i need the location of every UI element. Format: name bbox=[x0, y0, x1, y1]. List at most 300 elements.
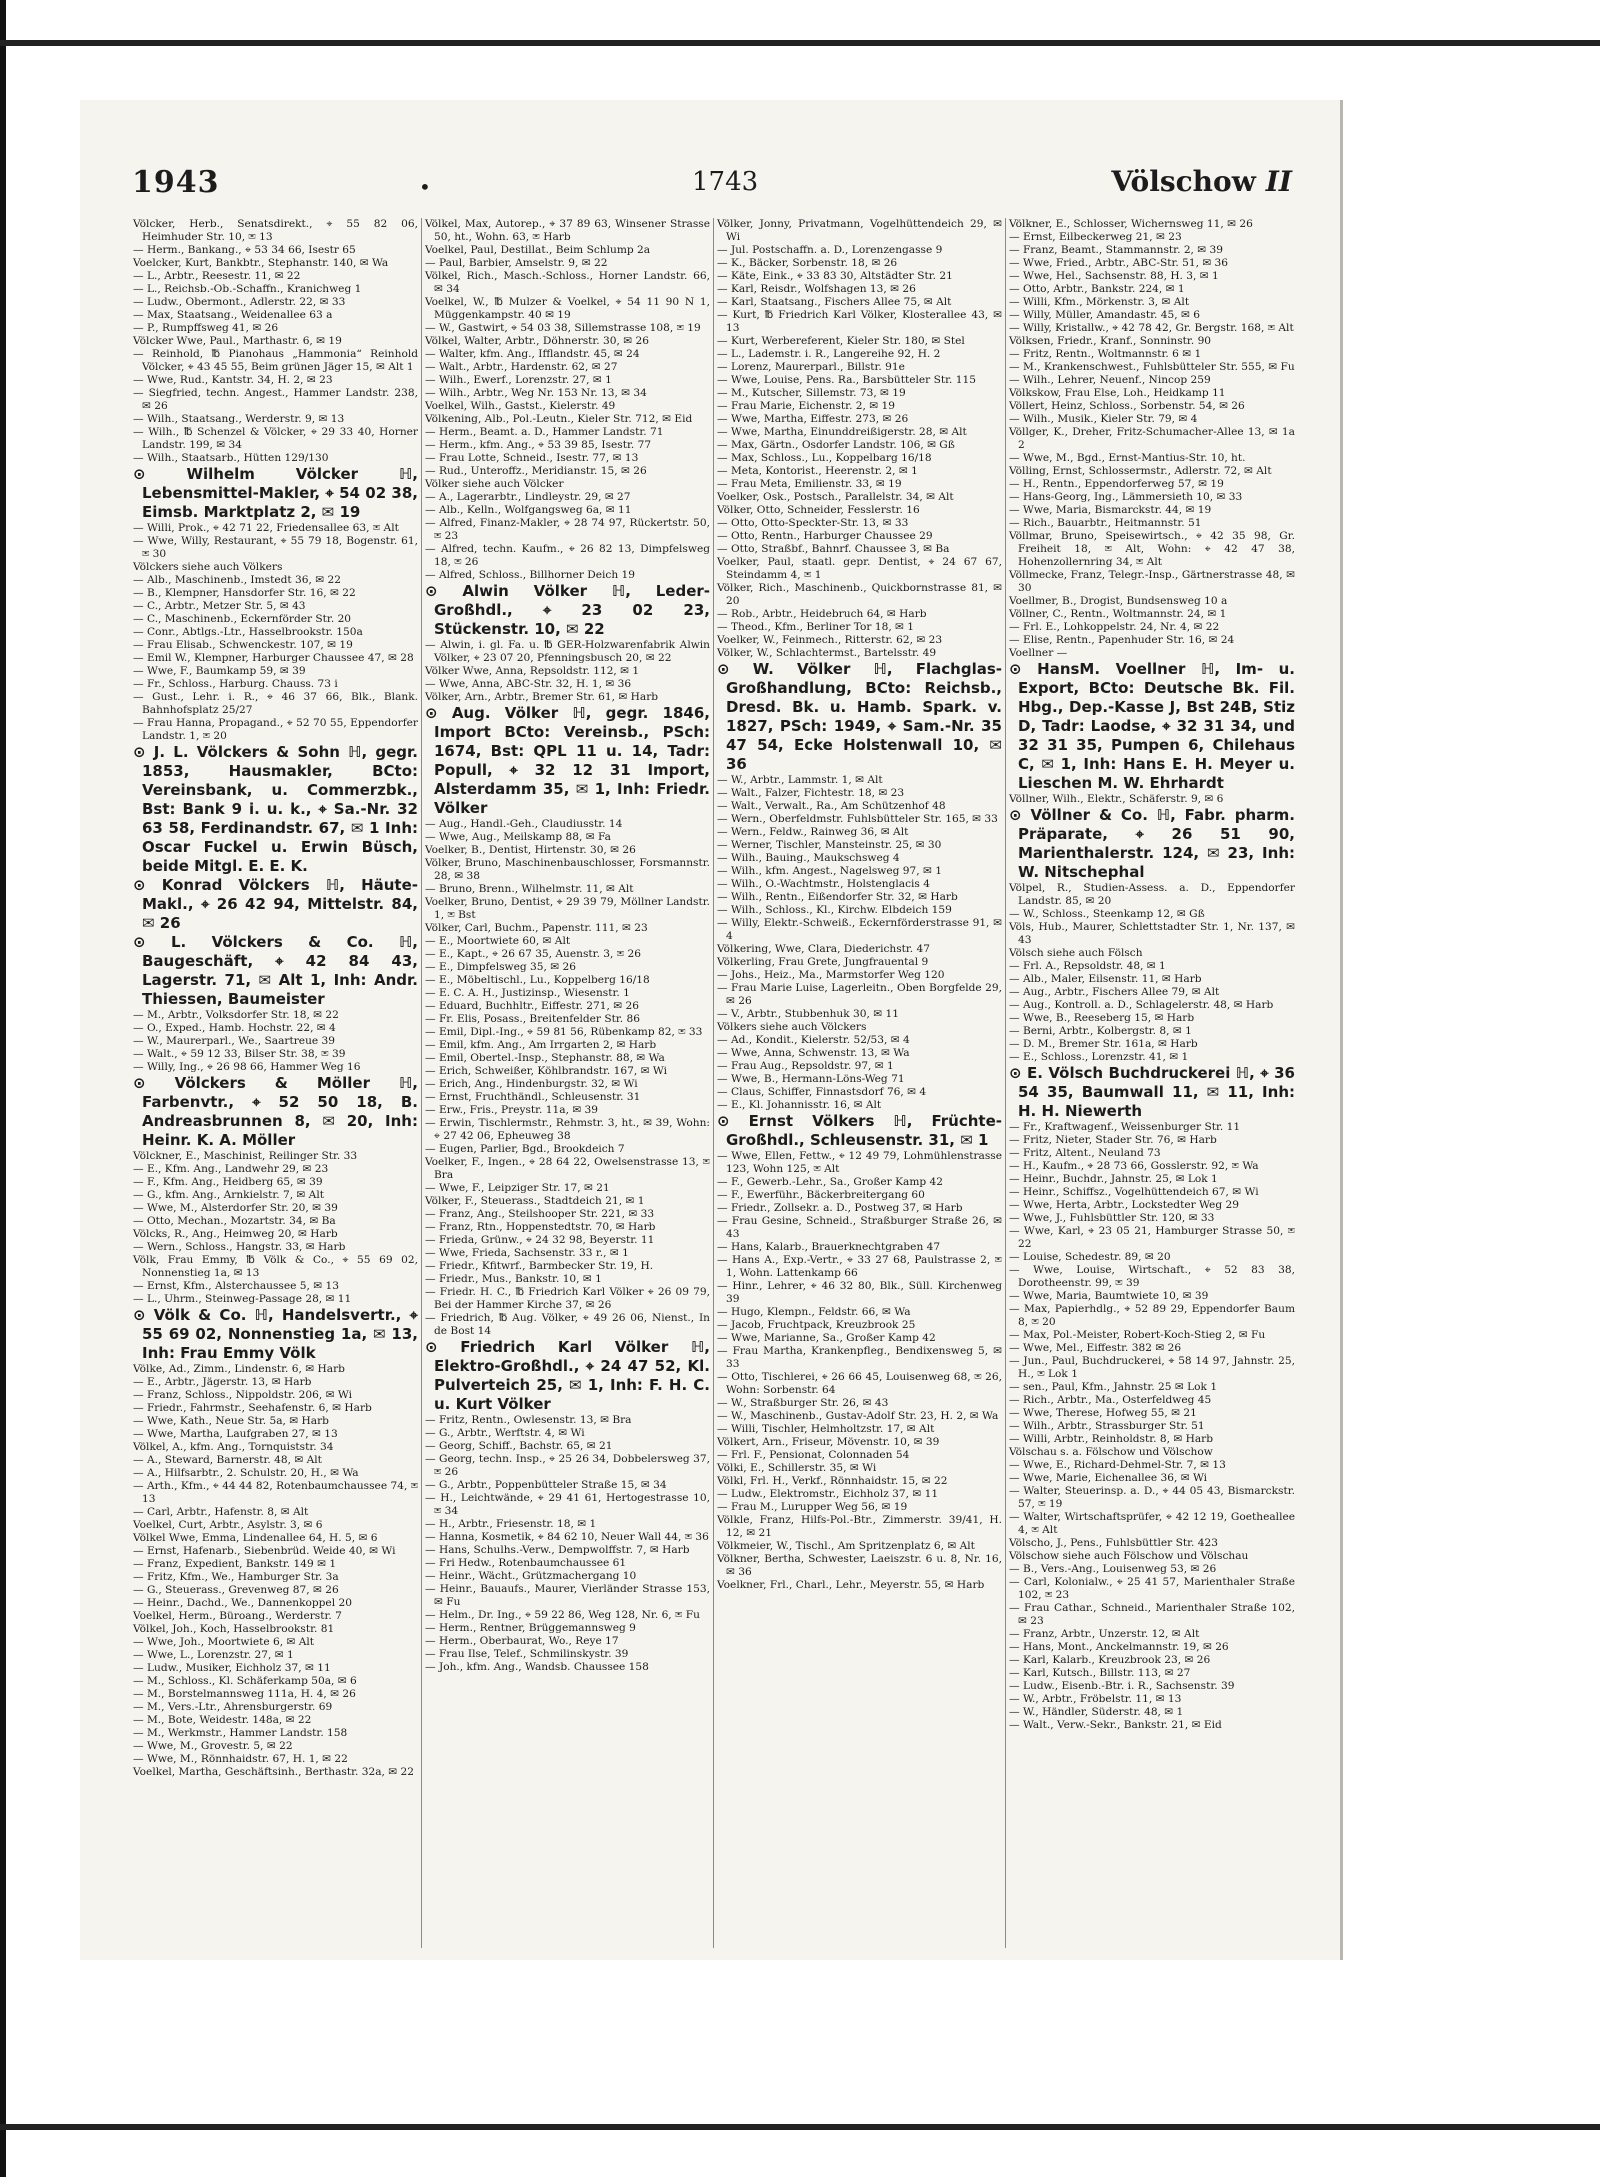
directory-entry: — Ernst, Eilbeckerweg 21, ✉ 23 bbox=[1009, 231, 1182, 243]
directory-entry: — Emil, kfm. Ang., Am Irrgarten 2, ✉ Harb bbox=[425, 1039, 657, 1051]
directory-entry: Völckers siehe auch Völkers bbox=[133, 561, 283, 573]
directory-entry: — Wilh., Arbtr., Strassburger Str. 51 bbox=[1009, 1420, 1205, 1432]
directory-entry: Völckner, E., Maschinist, Reilinger Str. 33 bbox=[133, 1150, 358, 1162]
directory-entry: Völkening, Alb., Pol.-Leutn., Kieler Str. 712, ✉ Eid bbox=[425, 413, 693, 425]
directory-entry: — Paul, Barbier, Amselstr. 9, ✉ 22 bbox=[425, 257, 608, 269]
directory-entry: — Willy, Elektr.-Schweiß., Eckernförderstrasse 91, ✉ 4 bbox=[717, 917, 1002, 942]
directory-entry: ⊙ L. Völckers & Co. ℍ, Baugeschäft, ⌖ 42 84 43, Lagerstr. 71, ✉ Alt 1, Inh: Andr. Thiessen, Baumeister bbox=[133, 933, 418, 1008]
directory-entry: — Herm., Beamt. a. D., Hammer Landstr. 71 bbox=[425, 426, 664, 438]
directory-entry: Voelkel, Wilh., Gastst., Kielerstr. 49 bbox=[425, 400, 616, 412]
directory-entry: — Wwe, Frieda, Sachsenstr. 33 r., ✉ 1 bbox=[425, 1247, 629, 1259]
directory-entry: — Ad., Kondit., Kielerstr. 52/53, ✉ 4 bbox=[717, 1034, 910, 1046]
directory-entry: — Jacob, Fruchtpack, Kreuzbrook 25 bbox=[717, 1319, 916, 1331]
directory-entry: — Willy, Müller, Amandastr. 45, ✉ 6 bbox=[1009, 309, 1200, 321]
directory-entry: — Willi, Tischler, Helmholtzstr. 17, ✉ Alt bbox=[717, 1423, 935, 1435]
directory-entry: — Eduard, Buchhltr., Eiffestr. 271, ✉ 26 bbox=[425, 1000, 639, 1012]
directory-entry: Völpel, R., Studien-Assess. a. D., Eppendorfer Landstr. 85, ✉ 20 bbox=[1009, 882, 1295, 907]
directory-entry: — Friedrich, ℔ Aug. Völker, ⌖ 49 26 06, Nienst., In de Bost 14 bbox=[425, 1312, 710, 1337]
directory-entry: — Wwe, M., Grovestr. 5, ✉ 22 bbox=[133, 1740, 293, 1752]
directory-entry: — A., Lagerarbtr., Lindleystr. 29, ✉ 27 bbox=[425, 491, 631, 503]
directory-entry: — H., Rentn., Eppendorferweg 57, ✉ 19 bbox=[1009, 478, 1224, 490]
directory-entry: — Hans, Kalarb., Brauerknechtgraben 47 bbox=[717, 1241, 941, 1253]
directory-entry: — Wwe, Hel., Sachsenstr. 88, H. 3, ✉ 1 bbox=[1009, 270, 1219, 282]
directory-entry: — Friedr. H. C., ℔ Friedrich Karl Völker ⌖ 26 09 79, Bei der Hammer Kirche 37, ✉ 26 bbox=[425, 1286, 710, 1311]
directory-entry: — Otto, Mechan., Mozartstr. 34, ✉ Ba bbox=[133, 1215, 336, 1227]
directory-entry: — M., Bote, Weidestr. 148a, ✉ 22 bbox=[133, 1714, 312, 1726]
directory-entry: — Franz, Expedient, Bankstr. 149 ✉ 1 bbox=[133, 1558, 337, 1570]
directory-entry: Völlert, Heinz, Schloss., Sorbenstr. 54, ✉ 26 bbox=[1009, 400, 1245, 412]
directory-entry: Voellmer, B., Drogist, Bundsensweg 10 a bbox=[1009, 595, 1228, 607]
directory-entry: — E., Schloss., Lorenzstr. 41, ✉ 1 bbox=[1009, 1051, 1189, 1063]
directory-entry: — Berni, Arbtr., Kolbergstr. 8, ✉ 1 bbox=[1009, 1025, 1192, 1037]
directory-entry: — Wwe, Louise, Wirtschaft., ⌖ 52 83 38, Dorotheenstr. 99, ✉ 39 bbox=[1009, 1264, 1295, 1289]
directory-entry: — Aug., Handl.-Geh., Claudiusstr. 14 bbox=[425, 818, 623, 830]
page-number: 1743 bbox=[692, 167, 759, 197]
directory-entry: ⊙ Völk & Co. ℍ, Handelsvertr., ⌖ 55 69 02, Nonnenstieg 1a, ✉ 13, Inh: Frau Emmy Völk bbox=[133, 1306, 418, 1362]
directory-entry: — Walt., Verwalt., Ra., Am Schützenhof 48 bbox=[717, 800, 946, 812]
directory-entry: — Walt., ⌖ 59 12 33, Bilser Str. 38, ✉ 39 bbox=[133, 1048, 346, 1060]
directory-entry: — Wilh., Lehrer, Neuenf., Nincop 259 bbox=[1009, 374, 1211, 386]
directory-entry: — Carl, Arbtr., Hafenstr. 8, ✉ Alt bbox=[133, 1506, 309, 1518]
directory-entry: — Reinhold, ℔ Pianohaus „Hammonia“ Reinhold Völcker, ⌖ 43 45 55, Beim grünen Jäger 15, ✉ Alt 1 bbox=[133, 348, 418, 373]
header-dot: • bbox=[419, 175, 431, 199]
directory-entry: — Wwe, M., Alsterdorfer Str. 20, ✉ 39 bbox=[133, 1202, 338, 1214]
directory-entry: — Fri Hedw., Rotenbaumchaussee 61 bbox=[425, 1557, 627, 1569]
column-2 bbox=[422, 218, 714, 1948]
directory-entry: — Karl, Reisdr., Wolfshagen 13, ✉ 26 bbox=[717, 283, 916, 295]
directory-entry: — L., Lademstr. i. R., Langereihe 92, H. 2 bbox=[717, 348, 941, 360]
directory-entry: — M., Werkmstr., Hammer Landstr. 158 bbox=[133, 1727, 348, 1739]
directory-entry: — K., Bäcker, Sorbenstr. 18, ✉ 26 bbox=[717, 257, 898, 269]
directory-entry: — Erich, Ang., Hindenburgstr. 32, ✉ Wi bbox=[425, 1078, 638, 1090]
directory-entry: Völkel Wwe, Emma, Lindenallee 64, H. 5, ✉ 6 bbox=[133, 1532, 378, 1544]
directory-entry: — Alfred, techn. Kaufm., ⌖ 26 82 13, Dimpfelsweg 18, ✉ 26 bbox=[425, 543, 710, 568]
directory-entry: — Wwe, Fried., Arbtr., ABC-Str. 51, ✉ 36 bbox=[1009, 257, 1229, 269]
directory-entry: — Wwe, Kath., Neue Str. 5a, ✉ Harb bbox=[133, 1415, 329, 1427]
directory-entry: — D. M., Bremer Str. 161a, ✉ Harb bbox=[1009, 1038, 1198, 1050]
directory-entry: — Herm., Bankang., ⌖ 53 34 66, Isestr 65 bbox=[133, 244, 356, 256]
running-head-name: Völschow bbox=[1111, 165, 1256, 198]
directory-entry: — Fritz, Rentn., Owlesenstr. 13, ✉ Bra bbox=[425, 1414, 632, 1426]
directory-entry: — Frau Cathar., Schneid., Marienthaler Straße 102, ✉ 23 bbox=[1009, 1602, 1295, 1627]
directory-entry: — Franz, Beamt., Stammannstr. 2, ✉ 39 bbox=[1009, 244, 1224, 256]
directory-entry: — Wwe, Martha, Laufgraben 27, ✉ 13 bbox=[133, 1428, 338, 1440]
directory-entry: — Erw., Fris., Preystr. 11a, ✉ 39 bbox=[425, 1104, 599, 1116]
directory-entry: — W., Maurerparl., We., Saartreue 39 bbox=[133, 1035, 336, 1047]
directory-entry: — Siegfried, techn. Angest., Hammer Landstr. 238, ✉ 26 bbox=[133, 387, 418, 412]
directory-entry: — Herm., kfm. Ang., ⌖ 53 39 85, Isestr. 77 bbox=[425, 439, 652, 451]
directory-entry: — H., Kaufm., ⌖ 28 73 66, Gosslerstr. 92, ✉ Wa bbox=[1009, 1160, 1259, 1172]
directory-entry: Völsch siehe auch Fölsch bbox=[1009, 947, 1143, 959]
column-3 bbox=[714, 218, 1006, 1948]
directory-entry: — Otto, Arbtr., Bankstr. 224, ✉ 1 bbox=[1009, 283, 1185, 295]
directory-entry: Voelkel, Herm., Büroang., Werderstr. 7 bbox=[133, 1610, 342, 1622]
directory-entry: — Heinr., Schiffsz., Vogelhüttendeich 67, ✉ Wi bbox=[1009, 1186, 1259, 1198]
directory-entry: — Franz, Schloss., Nippoldstr. 206, ✉ Wi bbox=[133, 1389, 352, 1401]
directory-entry: ⊙ Völlner & Co. ℍ, Fabr. pharm. Präparate, ⌖ 26 51 90, Marienthalerstr. 124, ✉ 23, Inh: W. Nitschephal bbox=[1009, 806, 1295, 881]
directory-entry: — Frieda, Grünw., ⌖ 24 32 98, Beyerstr. 11 bbox=[425, 1234, 655, 1246]
directory-entry: — Wwe, Maria, Baumtwiete 10, ✉ 39 bbox=[1009, 1290, 1209, 1302]
directory-entry: — Ernst, Hafenarb., Siebenbrüd. Weide 40, ✉ Wi bbox=[133, 1545, 396, 1557]
directory-entry: — Frau Martha, Krankenpfleg., Bendixensweg 5, ✉ 33 bbox=[717, 1345, 1002, 1370]
directory-entry: — Arth., Kfm., ⌖ 44 44 82, Rotenbaumchaussee 74, ✉ 13 bbox=[133, 1480, 418, 1505]
directory-entry: — Wwe, F., Baumkamp 59, ✉ 39 bbox=[133, 665, 306, 677]
directory-entry: Völkel, Joh., Koch, Hasselbrookstr. 81 bbox=[133, 1623, 335, 1635]
directory-entry: Voelkel, W., ℔ Mulzer & Voelkel, ⌖ 54 11 90 N 1, Müggenkampstr. 40 ✉ 19 bbox=[425, 296, 710, 321]
directory-entry: Völker siehe auch Völcker bbox=[425, 478, 564, 490]
directory-entry: Völlger, K., Dreher, Fritz-Schumacher-Allee 13, ✉ 1a 2 bbox=[1009, 426, 1295, 451]
directory-entry: — Hans, Schulhs.-Verw., Dempwolffstr. 7, ✉ Harb bbox=[425, 1544, 690, 1556]
directory-entry: ⊙ HansM. Voellner ℍ, Im- u. Export, BCto: Deutsche Bk. Fil. Hbg., Dep.-Kasse J, Bst 24B, Stiz D, Tadr: Laodse, ⌖ 32 31 34, und 32 31 35, Pumpen 6, Chilehaus C, ✉ 1, Inh: Hans E. H. Meyer u. Lieschen M. W. Ehrhardt bbox=[1009, 660, 1295, 792]
directory-entry: Völlner, Wilh., Elektr., Schäferstr. 9, ✉ 6 bbox=[1009, 793, 1224, 805]
directory-entry: ⊙ Ernst Völkers ℍ, Früchte-Großhdl., Schleusenstr. 31, ✉ 1 bbox=[717, 1112, 1002, 1149]
directory-entry: — M., Kutscher, Sillemstr. 73, ✉ 19 bbox=[717, 387, 906, 399]
directory-entry: Völkmeier, W., Tischl., Am Spritzenplatz 6, ✉ Alt bbox=[717, 1540, 975, 1552]
directory-entry: — Rich., Bauarbtr., Heitmannstr. 51 bbox=[1009, 517, 1202, 529]
directory-entry: — Wwe, F., Leipziger Str. 17, ✉ 21 bbox=[425, 1182, 610, 1194]
directory-entry: Völke, Ad., Zimm., Lindenstr. 6, ✉ Harb bbox=[133, 1363, 345, 1375]
directory-entry: Voelkel, Paul, Destillat., Beim Schlump 2a bbox=[425, 244, 651, 256]
directory-entry: — Wilh., ℔ Schenzel & Völcker, ⌖ 29 33 40, Horner Landstr. 199, ✉ 34 bbox=[133, 426, 418, 451]
directory-entry: — Carl, Kolonialw., ⌖ 25 41 57, Marienthaler Straße 102, ✉ 23 bbox=[1009, 1576, 1295, 1601]
directory-entry: — Claus, Schiffer, Finnastsdorf 76, ✉ 4 bbox=[717, 1086, 927, 1098]
directory-entry: — M., Borstelmannsweg 111a, H. 4, ✉ 26 bbox=[133, 1688, 356, 1700]
directory-entry: Völker, W., Schlachtermst., Bartelsstr. 49 bbox=[717, 647, 937, 659]
directory-entry: — Willi, Kfm., Mörkenstr. 3, ✉ Alt bbox=[1009, 296, 1190, 308]
directory-entry: — E., Kapt., ⌖ 26 67 35, Auenstr. 3, ✉ 26 bbox=[425, 948, 641, 960]
directory-entry: — Alfred, Schloss., Billhorner Deich 19 bbox=[425, 569, 636, 581]
scan-border-bottom bbox=[0, 2124, 1600, 2130]
directory-entry: — Max, Schloss., Lu., Koppelbarg 16/18 bbox=[717, 452, 932, 464]
directory-entry: — Fr., Kraftwagenf., Weissenburger Str. 11 bbox=[1009, 1121, 1241, 1133]
directory-entry: — Wwe, B., Hermann-Löns-Weg 71 bbox=[717, 1073, 905, 1085]
directory-entry: Völkert, Arn., Friseur, Mövenstr. 10, ✉ 39 bbox=[717, 1436, 940, 1448]
directory-entry: — Aug., Arbtr., Fischers Allee 79, ✉ Alt bbox=[1009, 986, 1220, 998]
directory-entry: — Friedr., Zollsekr. a. D., Postweg 37, ✉ Harb bbox=[717, 1202, 963, 1214]
directory-entry: — L., Uhrm., Steinweg-Passage 28, ✉ 11 bbox=[133, 1293, 352, 1305]
directory-entry: — Frau M., Lurupper Weg 56, ✉ 19 bbox=[717, 1501, 908, 1513]
directory-entry: — Frau Marie Luise, Lagerleitn., Oben Borgfelde 29, ✉ 26 bbox=[717, 982, 1002, 1007]
directory-entry: — Willy, Ing., ⌖ 26 98 66, Hammer Weg 16 bbox=[133, 1061, 361, 1073]
directory-entry: — Louise, Schedestr. 89, ✉ 20 bbox=[1009, 1251, 1171, 1263]
directory-entry: — Karl, Kutsch., Billstr. 113, ✉ 27 bbox=[1009, 1667, 1191, 1679]
directory-entry: — C., Maschinenb., Eckernförder Str. 20 bbox=[133, 613, 352, 625]
directory-entry: Voelker, W., Feinmech., Ritterstr. 62, ✉ 23 bbox=[717, 634, 943, 646]
directory-entry: — Frl. A., Repsoldstr. 48, ✉ 1 bbox=[1009, 960, 1166, 972]
directory-entry: — Eugen, Parlier, Bgd., Brookdeich 7 bbox=[425, 1143, 625, 1155]
directory-entry: Völkerling, Frau Grete, Jungfrauental 9 bbox=[717, 956, 929, 968]
directory-entry: — Lorenz, Maurerparl., Billstr. 91e bbox=[717, 361, 905, 373]
directory-entry: — L., Arbtr., Reesestr. 11, ✉ 22 bbox=[133, 270, 301, 282]
directory-entry: — Wwe, Karl, ⌖ 23 05 21, Hamburger Strasse 50, ✉ 22 bbox=[1009, 1225, 1295, 1250]
directory-entry: — Fritz, Altent., Neuland 73 bbox=[1009, 1147, 1161, 1159]
directory-entry: — Wwe, Martha, Eiffestr. 273, ✉ 26 bbox=[717, 413, 909, 425]
directory-entry: — Wilh., Ewerf., Lorenzstr. 27, ✉ 1 bbox=[425, 374, 612, 386]
directory-entry: — Käte, Eink., ⌖ 33 83 30, Altstädter Str. 21 bbox=[717, 270, 953, 282]
directory-entry: — Helm., Dr. Ing., ⌖ 59 22 86, Weg 128, Nr. 6, ✉ Fu bbox=[425, 1609, 700, 1621]
directory-entry: — Herm., Rentner, Brüggemannsweg 9 bbox=[425, 1622, 636, 1634]
directory-entry: — F., Kfm. Ang., Heidberg 65, ✉ 39 bbox=[133, 1176, 323, 1188]
directory-entry: — Frau Gesine, Schneid., Straßburger Straße 26, ✉ 43 bbox=[717, 1215, 1002, 1240]
directory-entry: Völschow siehe auch Fölschow und Völschau bbox=[1009, 1550, 1249, 1562]
directory-entry: ⊙ Konrad Völckers ℍ, Häute-Makl., ⌖ 26 42 94, Mittelstr. 84, ✉ 26 bbox=[133, 876, 418, 932]
directory-entry: — Walter, kfm. Ang., Ifflandstr. 45, ✉ 24 bbox=[425, 348, 640, 360]
running-head-part: II bbox=[1265, 165, 1292, 198]
directory-entry: Völkel, Max, Autorep., ⌖ 37 89 63, Winsener Strasse 50, ht., Wohn. 63, ✉ Harb bbox=[425, 218, 710, 243]
directory-entry: Völker, Otto, Schneider, Fesslerstr. 16 bbox=[717, 504, 920, 516]
directory-entry: — Fritz, Rentn., Woltmannstr. 6 ✉ 1 bbox=[1009, 348, 1202, 360]
directory-entry: — Willy, Kristallw., ⌖ 42 78 42, Gr. Bergstr. 168, ✉ Alt bbox=[1009, 322, 1294, 334]
directory-entry: Voelker, F., Ingen., ⌖ 28 64 22, Owelsenstrasse 13, ✉ Bra bbox=[425, 1156, 710, 1181]
directory-entry: — Walt., Falzer, Fichtestr. 18, ✉ 23 bbox=[717, 787, 905, 799]
scan-border-left bbox=[0, 0, 6, 2177]
column-4 bbox=[1006, 218, 1298, 1948]
directory-entry: Völlmecke, Franz, Telegr.-Insp., Gärtnerstrasse 48, ✉ 30 bbox=[1009, 569, 1295, 594]
directory-entry: — G., Steuerass., Grevenweg 87, ✉ 26 bbox=[133, 1584, 339, 1596]
directory-entry: — Wwe, Anna, Schwenstr. 13, ✉ Wa bbox=[717, 1047, 910, 1059]
directory-entry: — Wwe, B., Reeseberg 15, ✉ Harb bbox=[1009, 1012, 1195, 1024]
directory-entry: — Max, Gärtn., Osdorfer Landstr. 106, ✉ Gß bbox=[717, 439, 955, 451]
directory-entry: — Hugo, Klempn., Feldstr. 66, ✉ Wa bbox=[717, 1306, 911, 1318]
directory-entry: — G., kfm. Ang., Arnkielstr. 7, ✉ Alt bbox=[133, 1189, 324, 1201]
year-label: 1943 bbox=[132, 165, 220, 200]
directory-entry: Voelker, Osk., Postsch., Parallelstr. 34, ✉ Alt bbox=[717, 491, 954, 503]
directory-entry: — Kurt, Werbereferent, Kieler Str. 180, ✉ Stel bbox=[717, 335, 965, 347]
directory-entry: Völlner, C., Rentn., Woltmannstr. 24, ✉ 1 bbox=[1009, 608, 1227, 620]
directory-entry: — Franz, Arbtr., Unzerstr. 12, ✉ Alt bbox=[1009, 1628, 1200, 1640]
directory-entry: — Willi, Arbtr., Reinholdstr. 8, ✉ Harb bbox=[1009, 1433, 1213, 1445]
directory-entry: — Erich, Schweißer, Köhlbrandstr. 167, ✉ Wi bbox=[425, 1065, 667, 1077]
directory-entry: — Wwe, J., Fuhlsbüttler Str. 120, ✉ 33 bbox=[1009, 1212, 1215, 1224]
directory-entry: — Heinr., Wächt., Grützmachergang 10 bbox=[425, 1570, 637, 1582]
directory-entry: Völkel, A., kfm. Ang., Tornquiststr. 34 bbox=[133, 1441, 334, 1453]
directory-entry: — Wilh., Staatsarb., Hütten 129/130 bbox=[133, 452, 329, 464]
directory-entry: — Rich., Arbtr., Ma., Osterfeldweg 45 bbox=[1009, 1394, 1212, 1406]
directory-entry: — Conr., Abtlgs.-Ltr., Hasselbrookstr. 150a bbox=[133, 626, 363, 638]
directory-entry: — H., Arbtr., Friesenstr. 18, ✉ 1 bbox=[425, 1518, 597, 1530]
directory-entry: — Fritz, Nieter, Stader Str. 76, ✉ Harb bbox=[1009, 1134, 1217, 1146]
directory-entry: — Max, Staatsang., Weidenallee 63 a bbox=[133, 309, 333, 321]
directory-entry: — Georg, techn. Insp., ⌖ 25 26 34, Dobbelersweg 37, ✉ 26 bbox=[425, 1453, 710, 1478]
directory-entry: — Heinr., Bauaufs., Maurer, Vierländer Strasse 153, ✉ Fu bbox=[425, 1583, 710, 1608]
directory-entry: — Hanna, Kosmetik, ⌖ 84 62 10, Neuer Wall 44, ✉ 36 bbox=[425, 1531, 709, 1543]
directory-entry: Völscho, J., Pens., Fuhlsbüttler Str. 423 bbox=[1009, 1537, 1218, 1549]
directory-entry: — M., Schloss., Kl. Schäferkamp 50a, ✉ 6 bbox=[133, 1675, 357, 1687]
directory-entry: — E., Kfm. Ang., Landwehr 29, ✉ 23 bbox=[133, 1163, 329, 1175]
directory-entry: ⊙ W. Völker ℍ, Flachglas-Großhandlung, BCto: Reichsb., Dresd. Bk. u. Hamb. Spark. v. 1827, PSch: 1949, ⌖ Sam.-Nr. 35 47 54, Ecke Holstenwall 10, ✉ 36 bbox=[717, 660, 1002, 773]
directory-entry: Voelkel, Curt, Arbtr., Asylstr. 3, ✉ 6 bbox=[133, 1519, 323, 1531]
directory-entry: — Theod., Kfm., Berliner Tor 18, ✉ 1 bbox=[717, 621, 915, 633]
directory-entry: — Wwe, Martha, Einunddreißigerstr. 28, ✉ Alt bbox=[717, 426, 967, 438]
directory-entry: — F., Ewerführ., Bäckerbreitergang 60 bbox=[717, 1189, 925, 1201]
directory-entry: — Emil W., Klempner, Harburger Chaussee 47, ✉ 28 bbox=[133, 652, 414, 664]
directory-entry: — Walt., Arbtr., Hardenstr. 62, ✉ 27 bbox=[425, 361, 618, 373]
directory-entry: — Wwe, Aug., Meilskamp 88, ✉ Fa bbox=[425, 831, 611, 843]
directory-entry: ⊙ Friedrich Karl Völker ℍ, Elektro-Großhdl., ⌖ 24 47 52, Kl. Pulverteich 25, ✉ 1, Inh: F. H. C. u. Kurt Völker bbox=[425, 1338, 710, 1413]
directory-entry: — Georg, Schiff., Bachstr. 65, ✉ 21 bbox=[425, 1440, 613, 1452]
directory-entry: Völk, Frau Emmy, ℔ Völk & Co., ⌖ 55 69 02, Nonnenstieg 1a, ✉ 13 bbox=[133, 1254, 418, 1279]
directory-entry: Völkers siehe auch Völckers bbox=[717, 1021, 867, 1033]
directory-entry: Völker, Arn., Arbtr., Bremer Str. 61, ✉ Harb bbox=[425, 691, 659, 703]
directory-entry: Völkle, Franz, Hilfs-Pol.-Btr., Zimmerstr. 39/41, H. 12, ✉ 21 bbox=[717, 1514, 1002, 1539]
page-header bbox=[132, 165, 1292, 205]
directory-entry: — Karl, Kalarb., Kreuzbrook 23, ✉ 26 bbox=[1009, 1654, 1211, 1666]
directory-entry: — Wwe, Marie, Eichenallee 36, ✉ Wi bbox=[1009, 1472, 1208, 1484]
directory-entry: — Wern., Feldw., Rainweg 36, ✉ Alt bbox=[717, 826, 909, 838]
directory-entry: — Alfred, Finanz-Makler, ⌖ 28 74 97, Rückertstr. 50, ✉ 23 bbox=[425, 517, 710, 542]
directory-entry: — E., Dimpfelsweg 35, ✉ 26 bbox=[425, 961, 576, 973]
directory-entry: ⊙ J. L. Völckers & Sohn ℍ, gegr. 1853, Hausmakler, BCto: Vereinsbank, u. Commerzbk., Bst: Bank 9 i. u. k., ⌖ Sa.-Nr. 32 63 58, Ferdinandstr. 67, ✉ 1 Inh: Oscar Fuckel u. Erwin Büsch, beide Mitgl. E. E. K. bbox=[133, 743, 418, 875]
directory-entry: ⊙ Aug. Völker ℍ, gegr. 1846, Import BCto: Vereinsb., PSch: 1674, Bst: QPL 11 u. 14, Tadr: Popull, ⌖ 32 12 31 Import, Alsterdamm 35, ✉ 1, Inh: Friedr. Völker bbox=[425, 704, 710, 817]
directory-entry: Völkskow, Frau Else, Loh., Heidkamp 11 bbox=[1009, 387, 1226, 399]
directory-entry: — Ludw., Obermont., Adlerstr. 22, ✉ 33 bbox=[133, 296, 346, 308]
directory-entry: — E., Kl. Johannisstr. 16, ✉ Alt bbox=[717, 1099, 882, 1111]
directory-entry: — Wilh., Musik., Kieler Str. 79, ✉ 4 bbox=[1009, 413, 1198, 425]
directory-entry: Völkner, Bertha, Schwester, Laeiszstr. 6 u. 8, Nr. 16, ✉ 36 bbox=[717, 1553, 1002, 1578]
directory-entry: — Karl, Staatsang., Fischers Allee 75, ✉ Alt bbox=[717, 296, 952, 308]
directory-entry: — Johs., Heiz., Ma., Marmstorfer Weg 120 bbox=[717, 969, 945, 981]
directory-entry: — Fr., Schloss., Harburg. Chauss. 73 i bbox=[133, 678, 338, 690]
directory-columns bbox=[130, 218, 1300, 1948]
directory-entry: — E., Arbtr., Jägerstr. 13, ✉ Harb bbox=[133, 1376, 312, 1388]
directory-entry: — Frau Marie, Eichenstr. 2, ✉ 19 bbox=[717, 400, 895, 412]
directory-entry: — Wilh., kfm. Angest., Nagelsweg 97, ✉ 1 bbox=[717, 865, 942, 877]
directory-entry: Völkl, Frl. H., Verkf., Rönnhaidstr. 15, ✉ 22 bbox=[717, 1475, 948, 1487]
directory-entry: — Wwe, Therese, Hofweg 55, ✉ 21 bbox=[1009, 1407, 1197, 1419]
directory-entry: — E., Möbeltischl., Lu., Koppelberg 16/18 bbox=[425, 974, 650, 986]
directory-entry: Völker, Rich., Maschinenb., Quickbornstrasse 81, ✉ 20 bbox=[717, 582, 1002, 607]
directory-entry: — Ernst, Kfm., Alsterchaussee 5, ✉ 13 bbox=[133, 1280, 339, 1292]
running-head bbox=[1111, 165, 1292, 198]
directory-entry: — W., Maschinenb., Gustav-Adolf Str. 23, H. 2, ✉ Wa bbox=[717, 1410, 999, 1422]
directory-entry: — W., Gastwirt, ⌖ 54 03 38, Sillemstrasse 108, ✉ 19 bbox=[425, 322, 701, 334]
directory-entry: — B., Vers.-Ang., Louisenweg 53, ✉ 26 bbox=[1009, 1563, 1217, 1575]
directory-entry: Voelker, Paul, staatl. gepr. Dentist, ⌖ 24 67 67, Steindamm 4, ✉ 1 bbox=[717, 556, 1002, 581]
directory-entry: — Werner, Tischler, Mansteinstr. 25, ✉ 30 bbox=[717, 839, 942, 851]
directory-entry: — Wwe, E., Richard-Dehmel-Str. 7, ✉ 13 bbox=[1009, 1459, 1226, 1471]
directory-entry: — A., Hilfsarbtr., 2. Schulstr. 20, H., ✉ Wa bbox=[133, 1467, 359, 1479]
directory-entry: — Wern., Oberfeldmstr. Fuhlsbütteler Str. 165, ✉ 33 bbox=[717, 813, 998, 825]
directory-entry: — W., Arbtr., Fröbelstr. 11, ✉ 13 bbox=[1009, 1693, 1182, 1705]
directory-entry: — B., Klempner, Hansdorfer Str. 16, ✉ 22 bbox=[133, 587, 356, 599]
directory-entry: — Jun., Paul, Buchdruckerei, ⌖ 58 14 97, Jahnstr. 25, H., ✉ Lok 1 bbox=[1009, 1355, 1295, 1380]
directory-entry: — Frau Ilse, Telef., Schmilinskystr. 39 bbox=[425, 1648, 629, 1660]
directory-entry: — Erwin, Tischlermstr., Rehmstr. 3, ht., ✉ 39, Wohn: ⌖ 27 42 06, Epheuweg 38 bbox=[425, 1117, 710, 1142]
directory-entry: Völkel, Walter, Arbtr., Döhnerstr. 30, ✉ 26 bbox=[425, 335, 649, 347]
directory-entry: — Alb., Maler, Eilsenstr. 11, ✉ Harb bbox=[1009, 973, 1202, 985]
directory-entry: — M., Arbtr., Volksdorfer Str. 18, ✉ 22 bbox=[133, 1009, 339, 1021]
directory-entry: Voelkner, Frl., Charl., Lehr., Meyerstr. 55, ✉ Harb bbox=[717, 1579, 985, 1591]
directory-entry: Völs, Hub., Maurer, Schlettstadter Str. 1, Nr. 137, ✉ 43 bbox=[1009, 921, 1295, 946]
directory-entry: — Fr. Elis, Posass., Breitenfelder Str. 86 bbox=[425, 1013, 640, 1025]
directory-entry: Völschau s. a. Fölschow und Völschow bbox=[1009, 1446, 1213, 1458]
directory-entry: — O., Exped., Hamb. Hochstr. 22, ✉ 4 bbox=[133, 1022, 336, 1034]
directory-entry: Voelcker, Kurt, Bankbtr., Stephanstr. 140, ✉ Wa bbox=[133, 257, 389, 269]
directory-entry: — Franz, Ang., Steilshooper Str. 221, ✉ 33 bbox=[425, 1208, 655, 1220]
directory-entry: ⊙ Alwin Völker ℍ, Leder-Großhdl., ⌖ 23 02 23, Stückenstr. 10, ✉ 22 bbox=[425, 582, 710, 638]
directory-entry: — Friedr., Fahrmstr., Seehafenstr. 6, ✉ Harb bbox=[133, 1402, 372, 1414]
directory-entry: — W., Händler, Süderstr. 48, ✉ 1 bbox=[1009, 1706, 1184, 1718]
directory-entry: — Frl. E., Lohkoppelstr. 24, Nr. 4, ✉ 22 bbox=[1009, 621, 1220, 633]
directory-entry: — Wilh., Arbtr., Weg Nr. 153 Nr. 13, ✉ 34 bbox=[425, 387, 647, 399]
directory-entry: Völksen, Friedr., Kranf., Sonninstr. 90 bbox=[1009, 335, 1212, 347]
directory-entry: — Friedr., Mus., Bankstr. 10, ✉ 1 bbox=[425, 1273, 602, 1285]
directory-entry: — Bruno, Brenn., Wilhelmstr. 11, ✉ Alt bbox=[425, 883, 634, 895]
directory-entry: Völling, Ernst, Schlossermstr., Adlerstr. 72, ✉ Alt bbox=[1009, 465, 1272, 477]
directory-entry: Völcker Wwe, Paul., Marthastr. 6, ✉ 19 bbox=[133, 335, 342, 347]
directory-entry: — Wern., Schloss., Hangstr. 33, ✉ Harb bbox=[133, 1241, 346, 1253]
directory-entry: ⊙ Völckers & Möller ℍ, Farbenvtr., ⌖ 52 50 18, B. Andreasbrunnen 8, ✉ 20, Inh: Heinr. K. A. Möller bbox=[133, 1074, 418, 1149]
directory-entry: — P., Rumpffsweg 41, ✉ 26 bbox=[133, 322, 279, 334]
directory-entry: Völker, F., Steuerass., Stadtdeich 21, ✉ 1 bbox=[425, 1195, 645, 1207]
directory-entry: — Frau Aug., Repsoldstr. 97, ✉ 1 bbox=[717, 1060, 894, 1072]
directory-entry: — Alb., Kelln., Wolfgangsweg 6a, ✉ 11 bbox=[425, 504, 632, 516]
directory-entry: — H., Leichtwände, ⌖ 29 41 61, Hertogestrasse 10, ✉ 34 bbox=[425, 1492, 710, 1517]
scan-border-top bbox=[0, 40, 1600, 46]
directory-entry: — Wwe, Anna, ABC-Str. 32, H. 1, ✉ 36 bbox=[425, 678, 632, 690]
directory-entry: — Otto, Straßbf., Bahnrf. Chaussee 3, ✉ Ba bbox=[717, 543, 950, 555]
directory-entry: — Wilh., Schloss., Kl., Kirchw. Elbdeich 159 bbox=[717, 904, 952, 916]
directory-entry: ⊙ E. Völsch Buchdruckerei ℍ, ⌖ 36 54 35, Baumwall 11, ✉ 11, Inh: H. H. Niewerth bbox=[1009, 1064, 1295, 1120]
directory-entry: — Ludw., Musiker, Eichholz 37, ✉ 11 bbox=[133, 1662, 331, 1674]
directory-entry: Völker, Jonny, Privatmann, Vogelhüttendeich 29, ✉ Wi bbox=[717, 218, 1002, 243]
directory-entry: — Wilh., Bauing., Maukschsweg 4 bbox=[717, 852, 900, 864]
directory-entry: — Walter, Steuerinsp. a. D., ⌖ 44 05 43, Bismarckstr. 57, ✉ 19 bbox=[1009, 1485, 1295, 1510]
directory-entry: — Fritz, Kfm., We., Hamburger Str. 3a bbox=[133, 1571, 339, 1583]
directory-entry: — Wwe, Mel., Eiffestr. 382 ✉ 26 bbox=[1009, 1342, 1182, 1354]
directory-entry: — Wwe, Willy, Restaurant, ⌖ 55 79 18, Bogenstr. 61, ✉ 30 bbox=[133, 535, 418, 560]
directory-entry: — Wwe, Joh., Moortwiete 6, ✉ Alt bbox=[133, 1636, 315, 1648]
directory-entry: Völlmar, Bruno, Speisewirtsch., ⌖ 42 35 98, Gr. Freiheit 18, ✉ Alt, Wohn: ⌖ 42 47 38, Hohenzollernring 34, ✉ Alt bbox=[1009, 530, 1295, 568]
directory-entry: Völcks, R., Ang., Heimweg 20, ✉ Harb bbox=[133, 1228, 338, 1240]
directory-entry: — Elise, Rentn., Papenhuder Str. 16, ✉ 24 bbox=[1009, 634, 1235, 646]
directory-entry: — Meta, Kontorist., Heerenstr. 2, ✉ 1 bbox=[717, 465, 918, 477]
directory-entry: ⊙ Wilhelm Völcker ℍ, Lebensmittel-Makler, ⌖ 54 02 38, Eimsb. Marktplatz 2, ✉ 19 bbox=[133, 465, 418, 521]
directory-entry: — Ernst, Fruchthändl., Schleusenstr. 31 bbox=[425, 1091, 641, 1103]
directory-entry: — Walter, Wirtschaftsprüfer, ⌖ 42 12 19, Goetheallee 4, ✉ Alt bbox=[1009, 1511, 1295, 1536]
directory-entry: — Heinr., Buchdr., Jahnstr. 25, ✉ Lok 1 bbox=[1009, 1173, 1218, 1185]
directory-entry: Völker, Bruno, Maschinenbauschlosser, Forsmannstr. 28, ✉ 38 bbox=[425, 857, 710, 882]
directory-entry: — Heinr., Dachd., We., Dannenkoppel 20 bbox=[133, 1597, 352, 1609]
directory-entry: Völcker, Herb., Senatsdirekt., ⌖ 55 82 06, Heimhuder Str. 10, ✉ 13 bbox=[133, 218, 418, 243]
directory-entry: — Wilh., O.-Wachtmstr., Holstenglacis 4 bbox=[717, 878, 930, 890]
directory-entry: — Rud., Unteroffz., Meridianstr. 15, ✉ 26 bbox=[425, 465, 647, 477]
directory-entry: — Aug., Kontroll. a. D., Schlagelerstr. 48, ✉ Harb bbox=[1009, 999, 1274, 1011]
directory-entry: — Kurt, ℔ Friedrich Karl Völker, Klosterallee 43, ✉ 13 bbox=[717, 309, 1002, 334]
directory-entry: — A., Steward, Barnerstr. 48, ✉ Alt bbox=[133, 1454, 322, 1466]
directory-entry: — Hans A., Exp.-Vertr., ⌖ 33 27 68, Paulstrasse 2, ✉ 1, Wohn. Lattenkamp 66 bbox=[717, 1254, 1002, 1279]
directory-entry: — Hans-Georg, Ing., Lämmersieth 10, ✉ 33 bbox=[1009, 491, 1243, 503]
directory-entry: — V., Arbtr., Stubbenhuk 30, ✉ 11 bbox=[717, 1008, 899, 1020]
directory-entry: Völkel, Rich., Masch.-Schloss., Horner Landstr. 66, ✉ 34 bbox=[425, 270, 710, 295]
directory-entry: Völki, E., Schillerstr. 35, ✉ Wi bbox=[717, 1462, 877, 1474]
directory-entry: — Frau Hanna, Propagand., ⌖ 52 70 55, Eppendorfer Landstr. 1, ✉ 20 bbox=[133, 717, 418, 742]
directory-entry: Voellner — bbox=[1009, 647, 1068, 659]
directory-entry: — Frau Lotte, Schneid., Isestr. 77, ✉ 13 bbox=[425, 452, 639, 464]
directory-entry: — E. C. A. H., Justizinsp., Wiesenstr. 1 bbox=[425, 987, 630, 999]
directory-entry: — Wilh., Staatsang., Werderstr. 9, ✉ 13 bbox=[133, 413, 345, 425]
directory-page bbox=[80, 100, 1343, 1960]
directory-entry: — Wwe, Herta, Arbtr., Lockstedter Weg 29 bbox=[1009, 1199, 1239, 1211]
directory-entry: — Gust., Lehr. i. R., ⌖ 46 37 66, Blk., Blank. Bahnhofsplatz 25/27 bbox=[133, 691, 418, 716]
directory-entry: — Willi, Prok., ⌖ 42 71 22, Friedensallee 63, ✉ Alt bbox=[133, 522, 399, 534]
directory-entry: — Ludw., Eisenb.-Btr. i. R., Sachsenstr. 39 bbox=[1009, 1680, 1235, 1692]
directory-entry: — Frau Meta, Emilienstr. 33, ✉ 19 bbox=[717, 478, 902, 490]
directory-entry: — Wwe, Maria, Bismarckstr. 44, ✉ 19 bbox=[1009, 504, 1212, 516]
directory-entry: — Friedr., Kfitwrf., Barmbecker Str. 19, H. bbox=[425, 1260, 654, 1272]
directory-entry: — Frau Elisab., Schwenckestr. 107, ✉ 19 bbox=[133, 639, 353, 651]
directory-entry: — Wwe, Rud., Kantstr. 34, H. 2, ✉ 23 bbox=[133, 374, 333, 386]
